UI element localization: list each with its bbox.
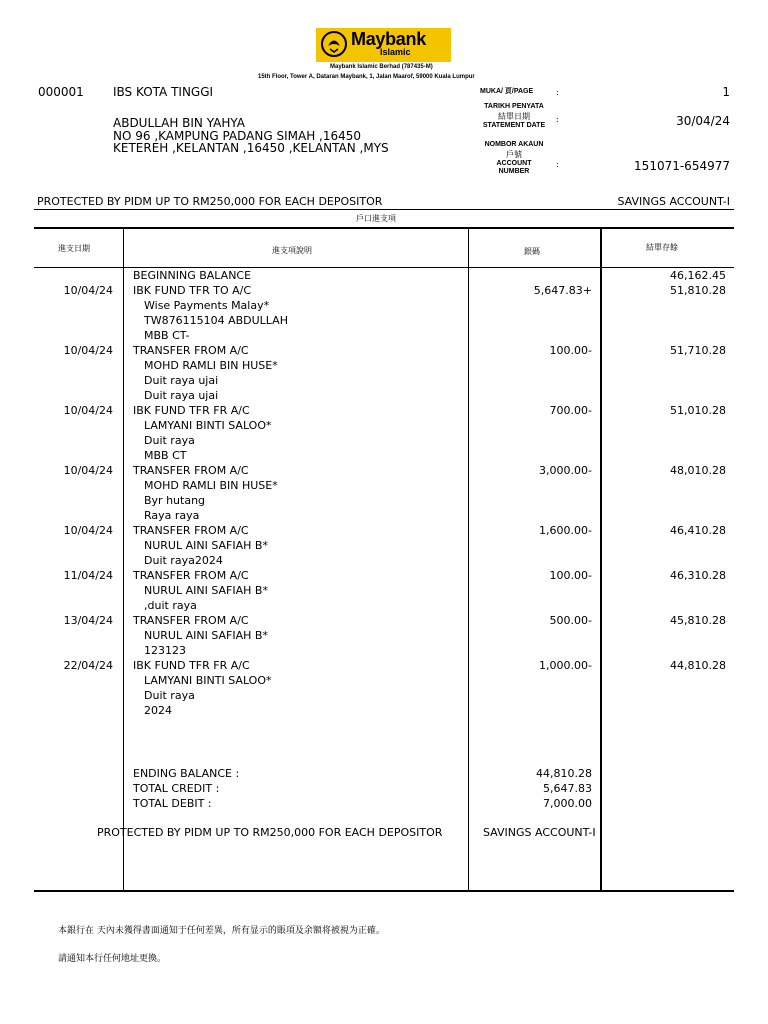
bank-legal-name: Maybank Islamic Berhad (787435-M) [330, 64, 433, 70]
transaction-detail-line: Duit raya2024 [144, 554, 223, 567]
pidm-notice: PROTECTED BY PIDM UP TO RM250,000 FOR EACH DEPOSITOR [37, 195, 383, 208]
ending-balance-label: ENDING BALANCE : [133, 767, 240, 780]
ending-balance-value: 44,810.28 [536, 767, 592, 780]
transaction-detail-line: Duit raya [144, 434, 195, 447]
transaction-date: 22/04/24 [63, 659, 113, 672]
transaction-detail-line: NURUL AINI SAFIAH B* [144, 629, 268, 642]
branch-name: IBS KOTA TINGGI [113, 85, 214, 99]
pidm-notice-bottom: PROTECTED BY PIDM UP TO RM250,000 FOR EACH DEPOSITOR [97, 826, 443, 839]
customer-name: ABDULLAH BIN YAHYA [113, 116, 245, 130]
transaction-detail-line: MBB CT [144, 449, 187, 462]
column-header-amount: 銀碼 [524, 247, 540, 256]
transaction-amount: 5,647.83+ [533, 284, 592, 297]
transaction-detail-line: 2024 [144, 704, 172, 717]
total-debit-label: TOTAL DEBIT : [133, 797, 212, 810]
transaction-balance: 46,410.28 [670, 524, 726, 537]
transaction-amount: 700.00- [549, 404, 592, 417]
beginning-balance-value: 46,162.45 [670, 269, 726, 282]
transaction-detail-line: MOHD RAMLI BIN HUSE* [144, 359, 278, 372]
statement-date-label: TARIKH PENYATA 結單日期 STATEMENT DATE [482, 103, 546, 129]
transaction-detail-line: MOHD RAMLI BIN HUSE* [144, 479, 278, 492]
tiger-head-icon [321, 31, 347, 57]
logo-brand-text: Maybank [351, 29, 426, 49]
transaction-balance: 51,010.28 [670, 404, 726, 417]
account-type: SAVINGS ACCOUNT-I [617, 195, 730, 208]
table-top-rule [34, 209, 734, 210]
account-number-colon: : [556, 160, 559, 169]
maybank-logo [316, 28, 451, 62]
transaction-date: 10/04/24 [63, 404, 113, 417]
transaction-balance: 44,810.28 [670, 659, 726, 672]
total-credit-value: 5,647.83 [543, 782, 592, 795]
table-caption: 戶口進支項 [356, 214, 396, 223]
branch-code: 000001 [38, 85, 84, 99]
transaction-detail-line: 123123 [144, 644, 186, 657]
transaction-detail-line: Duit raya [144, 689, 195, 702]
customer-address-line1: NO 96 ,KAMPUNG PADANG SIMAH ,16450 [113, 129, 362, 143]
transaction-balance: 51,710.28 [670, 344, 726, 357]
transaction-detail-line: Raya raya [144, 509, 200, 522]
transaction-description: IBK FUND TFR FR A/C [133, 404, 250, 417]
beginning-balance-label: BEGINNING BALANCE [133, 269, 252, 282]
transaction-detail-line: TW876115104 ABDULLAH [144, 314, 288, 327]
transaction-description: TRANSFER FROM A/C [133, 344, 249, 357]
transaction-description: IBK FUND TFR TO A/C [133, 284, 252, 297]
account-number: 151071-654977 [634, 159, 730, 173]
account-type-bottom: SAVINGS ACCOUNT-I [483, 826, 596, 839]
transaction-date: 11/04/24 [63, 569, 113, 582]
page-number: 1 [722, 85, 730, 99]
transaction-detail-line: NURUL AINI SAFIAH B* [144, 584, 268, 597]
transaction-amount: 3,000.00- [539, 464, 592, 477]
column-header-description: 進支項說明 [272, 246, 312, 255]
table-header-top-rule [34, 227, 734, 229]
transaction-detail-line: LAMYANI BINTI SALOO* [144, 674, 272, 687]
page-colon: : [556, 88, 559, 97]
transaction-date: 13/04/24 [63, 614, 113, 627]
transaction-detail-line: Wise Payments Malay* [144, 299, 270, 312]
table-header-bottom-rule [34, 267, 734, 268]
transaction-balance: 45,810.28 [670, 614, 726, 627]
transaction-detail-line: NURUL AINI SAFIAH B* [144, 539, 268, 552]
total-debit-value: 7,000.00 [543, 797, 592, 810]
transaction-description: TRANSFER FROM A/C [133, 614, 249, 627]
transaction-description: TRANSFER FROM A/C [133, 464, 249, 477]
transaction-description: TRANSFER FROM A/C [133, 569, 249, 582]
statement-date: 30/04/24 [676, 114, 730, 128]
statement-date-colon: : [556, 115, 559, 124]
transaction-date: 10/04/24 [63, 464, 113, 477]
bank-address: 15th Floor, Tower A, Dataran Maybank, 1, Jalan Maarof, 59000 Kuala Lumpur [258, 74, 475, 80]
transaction-amount: 1,000.00- [539, 659, 592, 672]
transaction-amount: 500.00- [549, 614, 592, 627]
column-divider-1 [123, 228, 124, 891]
transaction-amount: 100.00- [549, 344, 592, 357]
page-label: MUKA/ 頁/PAGE [480, 88, 534, 95]
transaction-description: TRANSFER FROM A/C [133, 524, 249, 537]
transaction-detail-line: ,duit raya [144, 599, 197, 612]
transaction-amount: 100.00- [549, 569, 592, 582]
transaction-balance: 51,810.28 [670, 284, 726, 297]
customer-address-line2: KETEREH ,KELANTAN ,16450 ,KELANTAN ,MYS [113, 141, 389, 155]
footer-note-discrepancy: 本銀行在 天內未獲得書面通知于任何差異，所有显示的賬項及余額将被視为正確。 [58, 926, 385, 936]
logo-sub-text: Islamic [380, 47, 411, 57]
transaction-description: IBK FUND TFR FR A/C [133, 659, 250, 672]
footer-note-address-change: 請通知本行任何地址更換。 [58, 954, 167, 964]
transaction-date: 10/04/24 [63, 344, 113, 357]
transaction-balance: 48,010.28 [670, 464, 726, 477]
transaction-detail-line: Duit raya ujai [144, 389, 219, 402]
transaction-detail-line: MBB CT- [144, 329, 190, 342]
column-header-date: 進支日期 [58, 244, 90, 253]
transaction-date: 10/04/24 [63, 524, 113, 537]
transaction-detail-line: LAMYANI BINTI SALOO* [144, 419, 272, 432]
column-divider-2 [468, 228, 469, 891]
transaction-balance: 46,310.28 [670, 569, 726, 582]
transaction-detail-line: Duit raya ujai [144, 374, 219, 387]
transaction-detail-line: Byr hutang [144, 494, 206, 507]
account-number-label: NOMBOR AKAUN 戶號 ACCOUNT NUMBER [484, 141, 544, 175]
transaction-date: 10/04/24 [63, 284, 113, 297]
column-divider-3 [600, 228, 602, 891]
table-bottom-rule [34, 890, 734, 892]
column-header-balance: 結單存餘 [646, 243, 678, 252]
total-credit-label: TOTAL CREDIT : [133, 782, 220, 795]
transaction-amount: 1,600.00- [539, 524, 592, 537]
